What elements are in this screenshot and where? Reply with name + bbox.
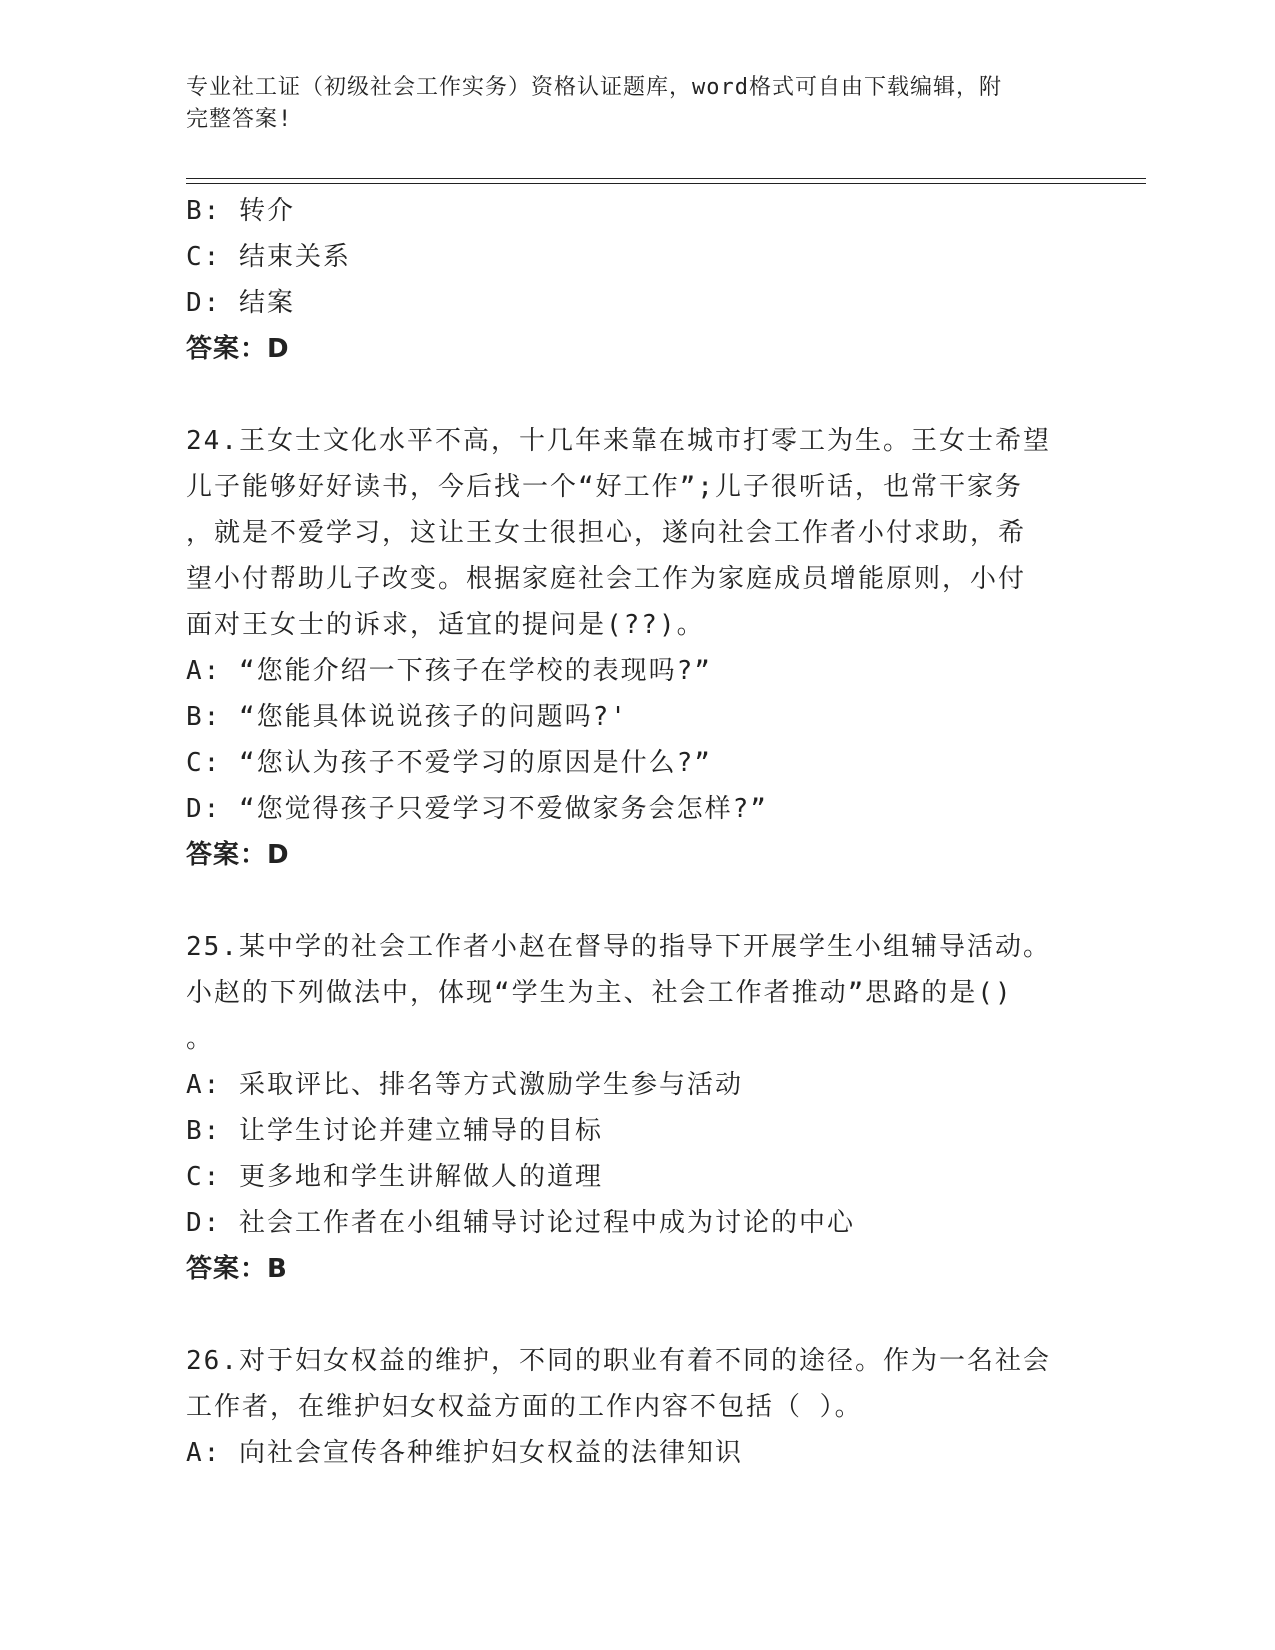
q24-option-d: D: “您觉得孩子只爱学习不爱做家务会怎样?” [186, 794, 768, 824]
q25-answer: 答案：B [186, 1254, 288, 1284]
q26-text-line: 工作者，在维护妇女权益方面的工作内容不包括（ ）。 [186, 1392, 863, 1422]
q24-text-line: 面对王女士的诉求，适宜的提问是(??)。 [186, 610, 705, 640]
q25-option-c: C: 更多地和学生讲解做人的道理 [186, 1162, 603, 1192]
q24-text-line: 24.王女士文化水平不高，十几年来靠在城市打零工为生。王女士希望 [186, 426, 1051, 456]
q24-text-line: 儿子能够好好读书，今后找一个“好工作”;儿子很听话，也常干家务 [186, 472, 1023, 502]
q25-text-line: 小赵的下列做法中，体现“学生为主、社会工作者推动”思路的是() [186, 978, 1013, 1008]
q25-option-a: A: 采取评比、排名等方式激励学生参与活动 [186, 1070, 743, 1100]
question-25 [186, 924, 1086, 1292]
q25-option-b: B: 让学生讨论并建立辅导的目标 [186, 1116, 603, 1146]
q26-text-line: 26.对于妇女权益的维护，不同的职业有着不同的途径。作为一名社会 [186, 1346, 1051, 1376]
spacer [186, 372, 1086, 418]
q24-option-c: C: “您认为孩子不爱学习的原因是什么?” [186, 748, 712, 778]
question-23 [186, 188, 1086, 372]
q25-text-line: 。 [186, 1024, 215, 1054]
q24-option-b: B: “您能具体说说孩子的问题吗?' [186, 702, 628, 732]
header-line-2: 完整答案! [186, 107, 293, 132]
spacer [186, 878, 1086, 924]
q24-option-a: A: “您能介绍一下孩子在学校的表现吗?” [186, 656, 712, 686]
q25-option-d: D: 社会工作者在小组辅导讨论过程中成为讨论的中心 [186, 1208, 855, 1238]
q25-text-line: 25.某中学的社会工作者小赵在督导的指导下开展学生小组辅导活动。 [186, 932, 1051, 962]
q26-option-a: A: 向社会宣传各种维护妇女权益的法律知识 [186, 1438, 743, 1468]
header-rule-top [186, 178, 1146, 179]
page-header [186, 72, 1086, 136]
question-24 [186, 418, 1086, 878]
spacer [186, 1292, 1086, 1338]
q24-text-line: ，就是不爱学习，这让王女士很担心，遂向社会工作者小付求助，希 [186, 518, 1027, 548]
q23-option-d: D: 结案 [186, 288, 295, 318]
q24-text-line: 望小付帮助儿子改变。根据家庭社会工作为家庭成员增能原则，小付 [186, 564, 1027, 594]
q23-option-b: B: 转介 [186, 196, 295, 226]
header-line-1: 专业社工证（初级社会工作实务）资格认证题库，word格式可自由下载编辑，附 [186, 75, 1002, 100]
question-26 [186, 1338, 1086, 1476]
question-content [186, 188, 1086, 1476]
q23-answer: 答案：D [186, 334, 290, 364]
q24-answer: 答案：D [186, 840, 290, 870]
q23-option-c: C: 结束关系 [186, 242, 351, 272]
header-rule-bottom [186, 183, 1146, 184]
